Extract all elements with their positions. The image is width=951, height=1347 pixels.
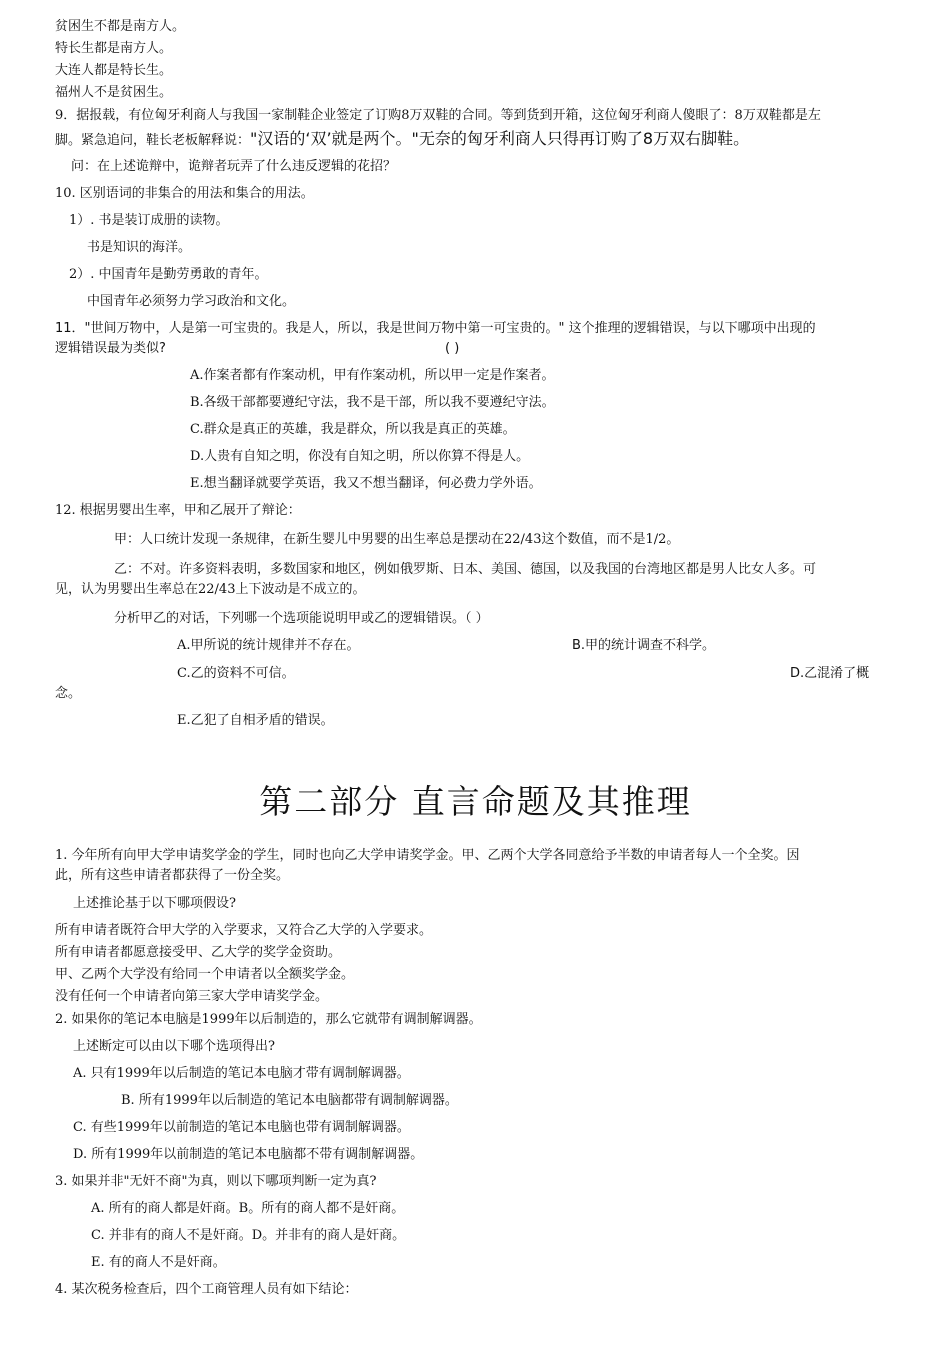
q12-jia: 甲：人口统计发现一条规律，在新生婴儿中男婴的出生率总是摆动在22/43这个数值，而不是1/2。 <box>114 532 680 547</box>
q10-item-1: 1）. 书是装订成册的读物。 <box>69 213 229 228</box>
q12-option-e: E.乙犯了自相矛盾的错误。 <box>177 713 334 728</box>
q11-option-c: C.群众是真正的英雄，我是群众，所以我是真正的英雄。 <box>190 422 516 437</box>
p2q2-option-d: D. 所有1999年以前制造的笔记本电脑都不带有调制解调器。 <box>73 1147 424 1162</box>
p2q1-option-4: 没有任何一个申请者向第三家大学申请奖学金。 <box>55 989 329 1004</box>
p2q1-option-2: 所有申请者都愿意接受甲、乙大学的奖学金资助。 <box>55 945 342 960</box>
q10-item-2b: 中国青年必须努力学习政治和文化。 <box>87 294 296 309</box>
p2q1-option-1: 所有申请者既符合甲大学的入学要求，又符合乙大学的入学要求。 <box>55 923 433 938</box>
q12-option-a: A.甲所说的统计规律并不存在。 <box>177 638 360 653</box>
q11-option-a: A.作案者都有作案动机，甲有作案动机，所以甲一定是作案者。 <box>190 368 555 383</box>
p2q2-stem: 2. 如果你的笔记本电脑是1999年以后制造的，那么它就带有调制解调器。 <box>55 1012 482 1027</box>
q12-yi-line-2: 见，认为男婴出生率总在22/43上下波动是不成立的。 <box>55 582 366 597</box>
p2q1-option-3: 甲、乙两个大学没有给同一个申请者以全额奖学金。 <box>55 967 355 982</box>
q10-stem: 10. 区别语词的非集合的用法和集合的用法。 <box>55 186 314 201</box>
q12-ask: 分析甲乙的对话，下列哪一个选项能说明甲或乙的逻辑错误。（ ） <box>114 611 489 626</box>
p2q3-option-cd: C. 并非有的商人不是奸商。D。并非有的商人是奸商。 <box>91 1228 406 1243</box>
part2-title: 第二部分 直言命题及其推理 <box>259 782 692 821</box>
q10-item-1b: 书是知识的海洋。 <box>87 240 192 255</box>
q9-line-2a: 脚。紧急追问，鞋长老板解释说： <box>55 133 251 148</box>
p2q3-option-ab: A. 所有的商人都是奸商。B。所有的商人都不是奸商。 <box>91 1201 405 1216</box>
p2q1-line-1: 1. 今年所有向甲大学申请奖学金的学生，同时也向乙大学申请奖学金。甲、乙两个大学各同意给予半数的申请者每人一个全奖。因 <box>55 848 800 863</box>
p2q1-line-2: 此，所有这些申请者都获得了一份全奖。 <box>55 868 290 883</box>
premise-line-4: 福州人不是贫困生。 <box>55 85 173 100</box>
p2q4-stem: 4. 某次税务检查后，四个工商管理人员有如下结论： <box>55 1282 358 1297</box>
p2q3-stem: 3. 如果并非"无奸不商"为真，则以下哪项判断一定为真? <box>55 1174 377 1189</box>
q12-yi-line-1: 乙：不对。许多资料表明，多数国家和地区，例如俄罗斯、日本、美国、德国，以及我国的台湾地区都是男人比女人多。可 <box>114 562 817 577</box>
q10-item-2: 2）. 中国青年是勤劳勇敢的青年。 <box>69 267 268 282</box>
q11-option-b: B.各级干部都要遵纪守法，我不是干部，所以我不要遵纪守法。 <box>190 395 555 410</box>
premise-line-1: 贫困生不都是南方人。 <box>55 19 186 34</box>
q9-line-2 <box>55 129 749 151</box>
q9-question: 问：在上述诡辩中，诡辩者玩弄了什么违反逻辑的花招？ <box>71 159 397 174</box>
p2q2-option-b: B. 所有1999年以后制造的笔记本电脑都带有调制解调器。 <box>121 1093 458 1108</box>
p2q2-option-c: C. 有些1999年以前制造的笔记本电脑也带有调制解调器。 <box>73 1120 410 1135</box>
q9-line-1: 9．据报载，有位匈牙利商人与我国一家制鞋企业签定了订购8万双鞋的合同。等到货到开箱，这位匈牙利商人傻眼了：8万双鞋都是左 <box>55 108 821 123</box>
p2q2-ask: 上述断定可以由以下哪个选项得出? <box>73 1039 275 1054</box>
q11-answer-paren: ( ) <box>445 341 460 356</box>
q9-line-2b: "汉语的‘双’就是两个。"无奈的匈牙利商人只得再订购了8万双右脚鞋。 <box>250 129 750 148</box>
q11-line-2: 逻辑错误最为类似? <box>55 341 166 356</box>
premise-line-2: 特长生都是南方人。 <box>55 41 173 56</box>
q12-stem: 12. 根据男婴出生率，甲和乙展开了辩论： <box>55 503 301 518</box>
premise-line-3: 大连人都是特长生。 <box>55 63 173 78</box>
q12-option-c: C.乙的资料不可信。 <box>177 666 295 681</box>
q12-option-d: D.乙混淆了概 <box>790 666 870 681</box>
q12-option-b: B.甲的统计调查不科学。 <box>572 638 716 653</box>
p2q3-option-e: E. 有的商人不是奸商。 <box>91 1255 226 1270</box>
q11-option-e: E.想当翻译就要学英语，我又不想当翻译，何必费力学外语。 <box>190 476 542 491</box>
p2q2-option-a: A. 只有1999年以后制造的笔记本电脑才带有调制解调器。 <box>73 1066 410 1081</box>
q11-option-d: D.人贵有自知之明，你没有自知之明，所以你算不得是人。 <box>190 449 530 464</box>
q12-option-d-cont: 念。 <box>55 686 82 701</box>
q11-line-1: 11．"世间万物中，人是第一可宝贵的。我是人，所以，我是世间万物中第一可宝贵的。" 这个推理的逻辑错误，与以下哪项中出现的 <box>55 321 816 336</box>
p2q1-ask: 上述推论基于以下哪项假设? <box>73 896 236 911</box>
